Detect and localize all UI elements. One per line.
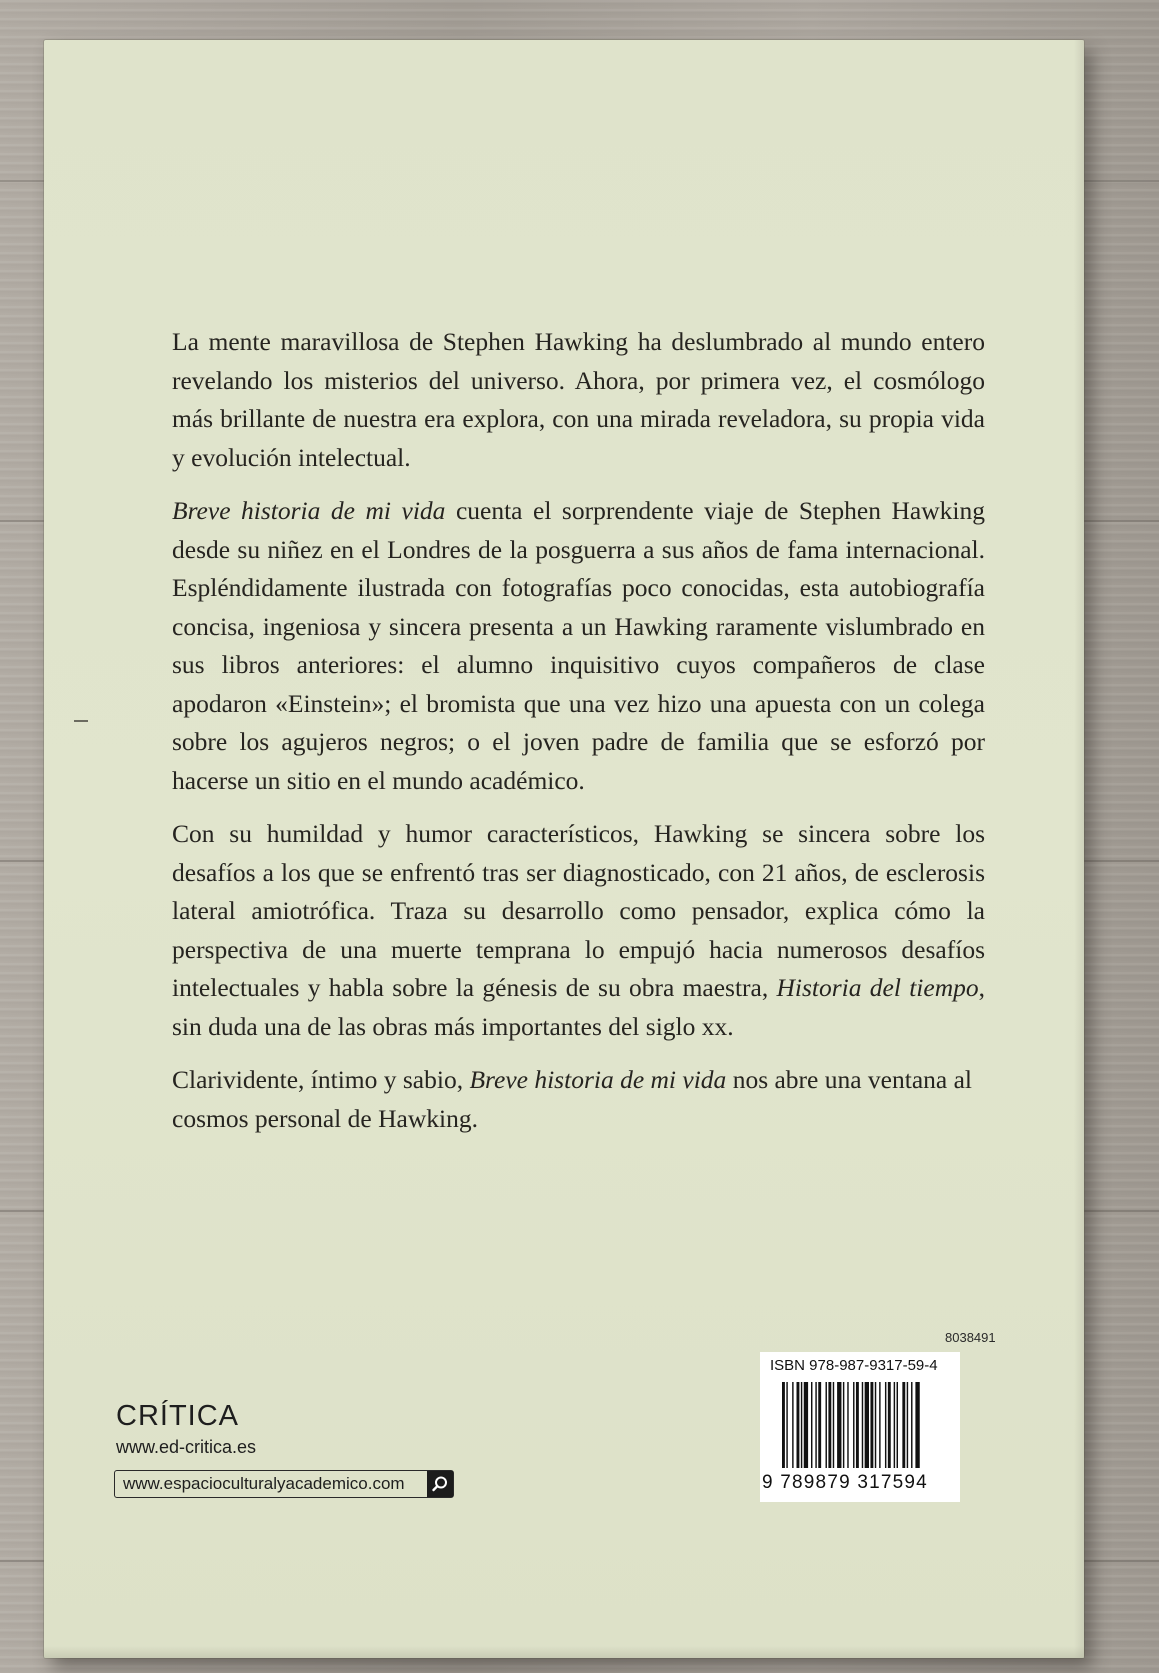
magnifier-icon (427, 1471, 453, 1497)
barcode-bar (911, 1382, 912, 1468)
barcode-digits: 9 789879 317594 (762, 1472, 928, 1493)
blurb-paragraph-3: Con su humildad y humor característicos, Hawking se sincera sobre los desafíos a los que se enfrentó tras ser diagnosticado, con 21 años, de esclerosis lateral amiotrófica. Traza su desarrollo como pensador, explica cómo la perspectiva de una muerte temprana lo empujó hacia numerosos desafíos intelectuales y habla sobre la génesis de su obra maestra, Historia del tiempo, sin duda una de las obras más importantes del siglo xx. (172, 819, 985, 1041)
page-edge (1074, 40, 1084, 1658)
book-title: Breve historia de mi vida (469, 1065, 727, 1094)
barcode-bar (907, 1382, 908, 1468)
barcode-bar (818, 1382, 821, 1468)
barcode-bar (894, 1382, 895, 1468)
barcode-bar (828, 1382, 831, 1468)
blurb-text (172, 323, 985, 1153)
publisher-block (116, 1400, 256, 1458)
barcode-bars (782, 1382, 954, 1478)
barcode-bar (811, 1382, 812, 1468)
blurb-paragraph-1: La mente maravillosa de Stephen Hawking ha deslumbrado al mundo entero revelando los misterios del universo. Ahora, por primera vez, el cosmólogo más brillante de nuestra era explora, con una mirada reveladora, su propia vida y evolución intelectual. (172, 327, 985, 472)
barcode-bar (782, 1382, 785, 1468)
page-bottom-edge (44, 1646, 1084, 1658)
barcode-bar (902, 1382, 905, 1468)
barcode-bar (837, 1382, 841, 1468)
barcode-bar (786, 1382, 787, 1468)
barcode-bar (875, 1382, 876, 1468)
book-back-cover (44, 40, 1084, 1658)
barcode-bar (815, 1382, 816, 1468)
barcode-bar (897, 1382, 898, 1468)
store-url: www.espacioculturalyacademico.com (123, 1474, 405, 1493)
barcode-bar (801, 1382, 802, 1468)
barcode-bar (826, 1382, 827, 1468)
barcode-label (760, 1352, 960, 1502)
barcode-bar (843, 1382, 844, 1468)
barcode-bar (847, 1382, 848, 1468)
barcode-bar (879, 1382, 880, 1468)
barcode-bar (856, 1382, 859, 1468)
barcode-bar (833, 1382, 834, 1468)
barcode-bar (862, 1382, 863, 1468)
barcode-bar (865, 1382, 869, 1468)
barcode-bar (888, 1382, 891, 1468)
barcode-bar (870, 1382, 873, 1468)
store-url-box (114, 1470, 454, 1498)
barcode-bar (885, 1382, 886, 1468)
work-title: Historia del tiempo (776, 973, 979, 1002)
internal-code: 8038491 (945, 1330, 996, 1345)
barcode-bar (792, 1382, 793, 1468)
publisher-website: www.ed-critica.es (116, 1437, 257, 1457)
blurb-paragraph-2: Breve historia de mi vida cuenta el sorprendente viaje de Stephen Hawking desde su niñez en el Londres de la posguerra a sus años de fama internacional. Espléndidamente ilustrada con fotografías poco conocidas, esta autobiografía concisa, ingeniosa y sincera presenta a un Hawking raramente vislumbrado en sus libros anteriores: el alumno inquisitivo cuyos compañeros de clase apodaron «Einstein»; el bromista que una vez hizo una apuesta con un colega sobre los agujeros negros; o el joven padre de familia que se esforzó por hacerse un sitio en el mundo académico. (172, 496, 985, 795)
barcode-bar (797, 1382, 800, 1468)
blurb-paragraph-4: Clarividente, íntimo y sabio, Breve historia de mi vida nos abre una ventana al cosmos personal de Hawking. (172, 1065, 972, 1133)
isbn-number: ISBN 978-987-9317-59-4 (770, 1357, 938, 1374)
publisher-name: CRÍTICA (116, 1400, 239, 1432)
barcode-bar (804, 1382, 808, 1468)
crease-mark (74, 720, 88, 722)
book-title: Breve historia de mi vida (172, 496, 446, 525)
barcode-bar (853, 1382, 854, 1468)
barcode-bar (915, 1382, 919, 1468)
